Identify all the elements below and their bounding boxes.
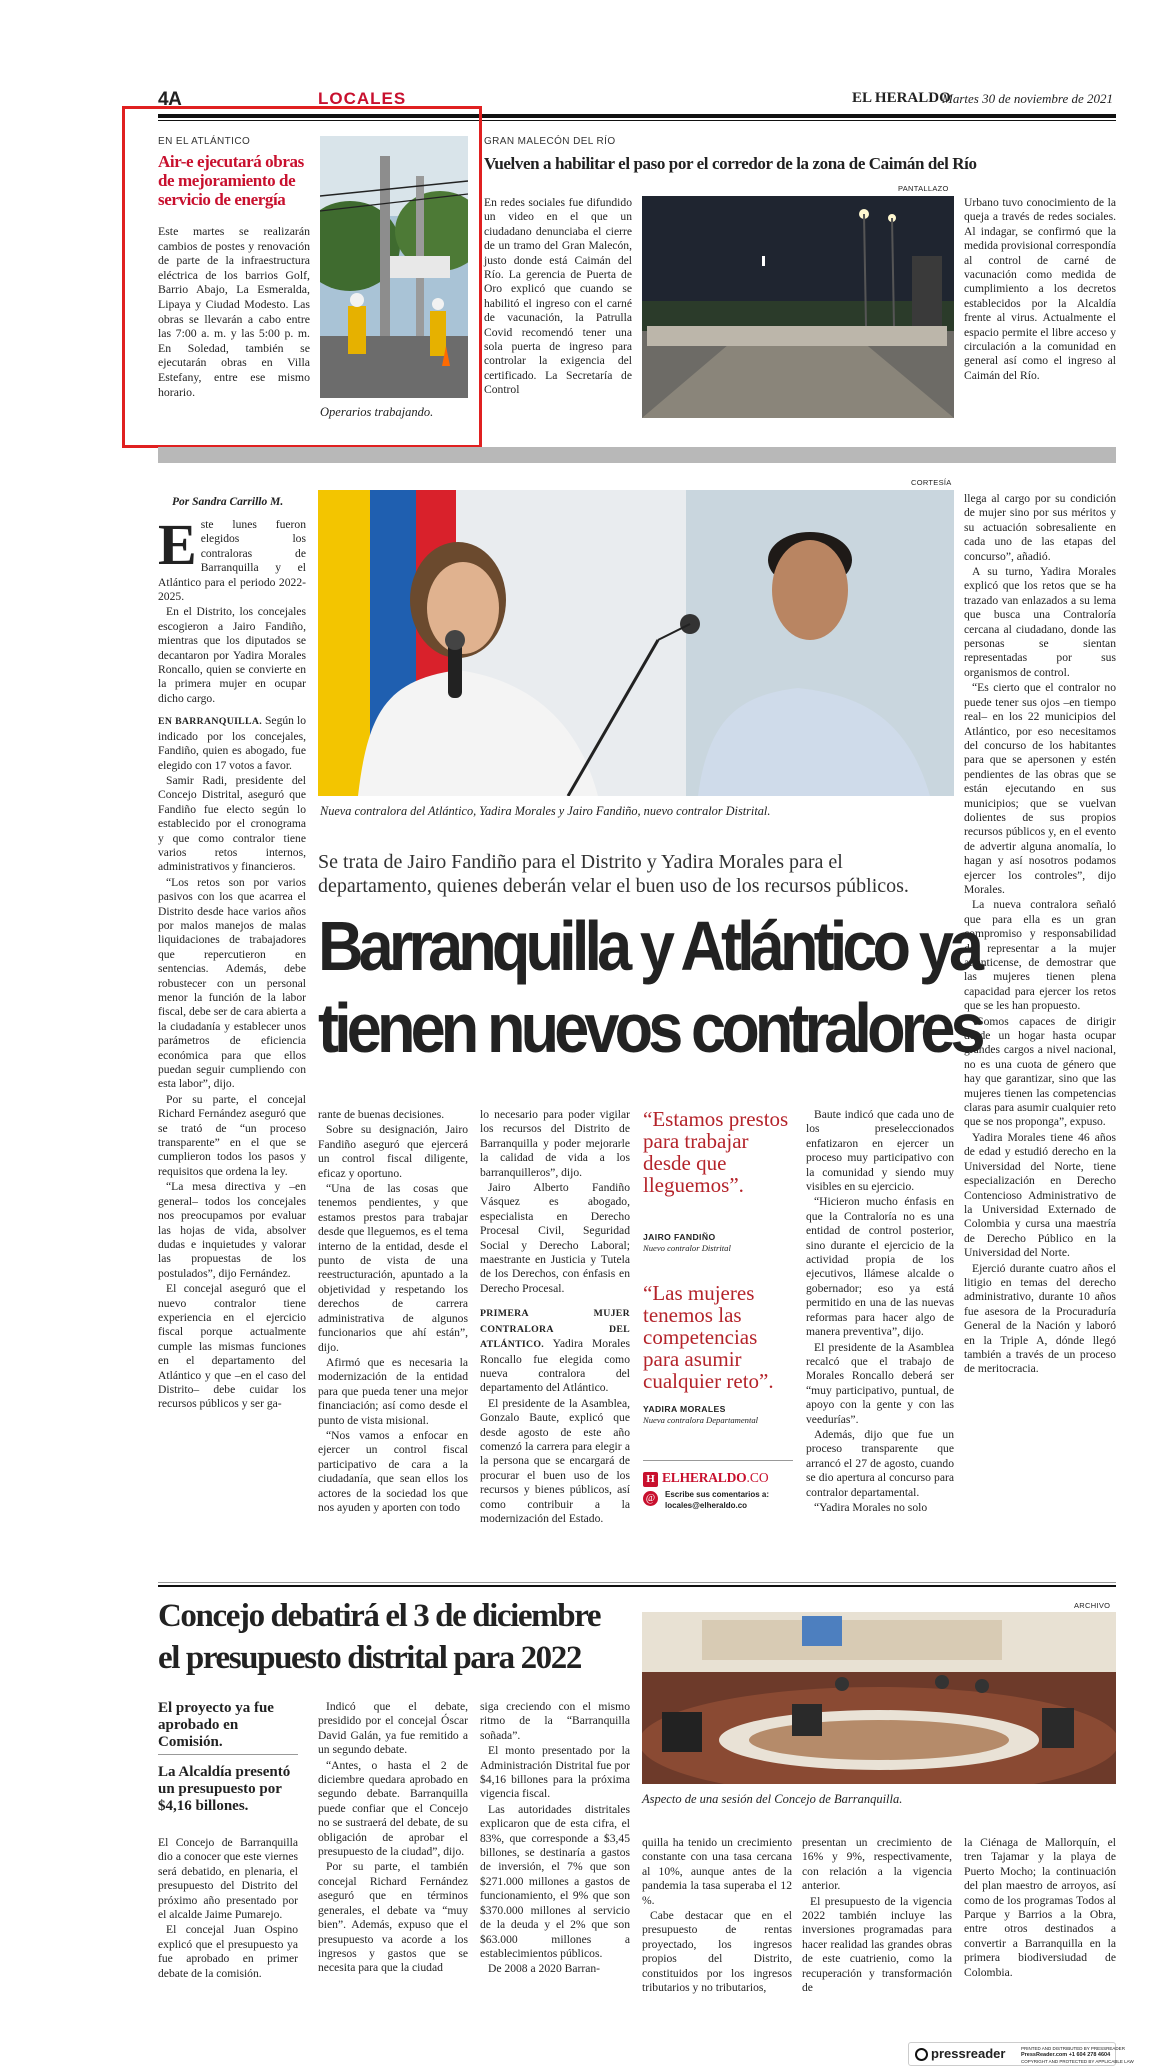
subhead-lead: PRIMERA MUJER CONTRALORA DEL ATLÁNTICO. bbox=[480, 1308, 630, 1351]
paragraph: Afirmó que es necesaria la modernización de la entidad para que pueda tener una mejor financiación; así como desde el punto de vista misional. bbox=[318, 1355, 468, 1427]
quote-attribution-fandino bbox=[643, 1232, 731, 1254]
paragraph: Por su parte, el también concejal Richard Fernández aseguró que en términos generales, el debate va “muy bien”. Además, expuso que el presupuesto va acorde a los ingresos y gastos que se necesita para que la ciudad bbox=[318, 1860, 468, 1975]
paragraph: A su turno, Yadira Morales explicó que los retos que se ha trazado van enlazados a su lema que busca una Contraloría cercana al ciudadano, donde las personas se sientan representadas por sus organismos de control. bbox=[964, 565, 1116, 679]
brief-headline: Air-e ejecutará obras de mejoramiento de servicio de energía bbox=[158, 152, 304, 209]
bottom-photo-credit: ARCHIVO bbox=[1074, 1601, 1111, 1610]
paragraph: El presupuesto de la vigencia 2022 también incluye las inversiones programadas para hacer realidad las grandes obras de este cuatrienio, como la recuperación y transformación de bbox=[802, 1894, 952, 1995]
pressreader-icon bbox=[915, 2048, 928, 2061]
mail-icon: @ bbox=[643, 1491, 658, 1506]
page-number: 4A bbox=[158, 89, 182, 110]
pull-quote-morales: “Las mujeres tenemos las competencias para asumir cualquier reto”. bbox=[643, 1281, 774, 1393]
newspaper-name: EL HERALDO bbox=[852, 90, 951, 106]
paragraph: lo necesario para poder vigilar los recursos del Distrito de Barranquilla y poder mejorarle la calidad de vida a los barranquilleros”, dijo. bbox=[480, 1108, 630, 1179]
main-headline-line1: Barranquilla y Atlántico ya bbox=[318, 907, 980, 985]
paragraph: la Ciénaga de Mallorquín, el tren Tajamar y la playa de Puerto Mocho; la continuación del plan maestro de arroyos, así como de los programas Todos al Parque y Barrios a la Obra, entre otros destinados a convertir a Barranquilla en la primera biodiversiudad de Colombia. bbox=[964, 1836, 1116, 1979]
paragraph: Cabe destacar que en el presupuesto de rentas proyectado, los ingresos propios del Distrito, constituidos por los ingresos tributarios y no tributarios, bbox=[642, 1909, 792, 1995]
bottom-col6 bbox=[964, 1836, 1116, 1981]
paragraph: “Nos vamos a enfocar en ejercer un control fiscal participativo de cara a la ciudadanía, que sean ellos los actores de la sociedad los que nos ayuden y aporten con todo bbox=[318, 1428, 468, 1514]
main-col3 bbox=[480, 1108, 630, 1527]
paragraph: “Somos capaces de dirigir desde un hogar hasta ocupar grandes cargos a nivel nacional, no es una cuota de género que hay que garantizar, sino que las mujeres tienen las competencias claras para asumir cualquier reto que se nos proponga”, expuso. bbox=[964, 1014, 1116, 1129]
main-paragraph: “La mesa directiva y –en general– todos los concejales nos preocupamos por evaluar las hojas de vida, absolver dudas e inquietudes y valorar las propuestas de los postulados”, dijo Fernández. bbox=[158, 1180, 306, 1280]
main-photo-credit: CORTESÍA bbox=[911, 478, 952, 487]
main-paragraph: “Los retos son por varios pasivos con los que acarrea el Distrito desde hace varios años por malos manejos de malas liquidaciones de trabajadores que repercutieron en sentencias. Además, debe robustecer con un personal menor la función de la labor fiscal, debe ser de cara abierta a la ciudadanía y establecer unos parámetros de eficiencia económica para que ellos puedan seguir cumpliendo con esta labor”, dijo. bbox=[158, 875, 306, 1091]
paragraph: Ejerció durante cuatro años el litigio en temas del derecho administrativo, durante 10 años fue asesora de la Procuraduría General de la Nación y laboró en la Triple A, dónde llegó también a través de un proceso de meritocracia. bbox=[964, 1261, 1116, 1376]
main-col3-part2 bbox=[480, 1397, 630, 1527]
bottom-headline-line2: el presupuesto distrital para 2022 bbox=[158, 1640, 581, 1676]
promo-logo bbox=[643, 1469, 769, 1487]
workers-photo bbox=[320, 136, 468, 398]
promo-logo-icon: H bbox=[643, 1472, 658, 1487]
paragraph: rante de buenas decisiones. bbox=[318, 1108, 445, 1121]
paragraph: El Concejo de Barranquilla dio a conocer que este viernes será debatido, en plenaria, el presupuesto del Distrito del próximo año presentado por el alcalde Jaime Pumarejo. bbox=[158, 1836, 298, 1922]
main-paragraph-text: Según lo indicado por los concejales, Fandiño, quien es abogado, fue elegido con 17 votos a favor. bbox=[158, 714, 306, 772]
drop-cap: E bbox=[158, 512, 197, 577]
section-label: LOCALES bbox=[318, 89, 407, 108]
paragraph: La nueva contralora señaló que para ella es un gran compromiso y responsabilidad de representar a la mujer atlanticense, de demostrar que las mujeres tienen plena capacidad para ejercer los retos que se les han propuesto. bbox=[964, 898, 1116, 1013]
bottom-col1 bbox=[158, 1836, 298, 1982]
paragraph: Además, dijo que fue un proceso transparente que arrancó el 27 de agosto, cuando se dio apertura al concurso para contralor departamental. bbox=[806, 1427, 954, 1499]
quote-name: YADIRA MORALES bbox=[643, 1404, 726, 1414]
pull-quote-fandino: “Estamos prestos para trabajar desde que lleguemos”. bbox=[643, 1107, 789, 1197]
paragraph: Jairo Alberto Fandiño Vásquez es abogado, especialista en Derecho Procesal Civil, Seguridad Social y Derecho Laboral; maestrante en Justicia y Tutela de los Derechos, con énfasis en Derecho Procesal. bbox=[480, 1181, 630, 1295]
pressreader-line3: COPYRIGHT AND PROTECTED BY APPLICABLE LAW bbox=[1021, 2059, 1134, 2064]
bottom-col3 bbox=[480, 1700, 630, 1978]
main-photo-caption: Nueva contralora del Atlántico, Yadira Morales y Jairo Fandiño, nuevo contralor Distrital. bbox=[320, 804, 771, 818]
pressreader-line1: PRINTED AND DISTRIBUTED BY PRESSREADER bbox=[1021, 2046, 1125, 2051]
contralores-photo bbox=[318, 490, 954, 796]
paragraph: El concejal Juan Ospino explicó que el presupuesto ya fue aprobado en primer debate de la comisión. bbox=[158, 1923, 298, 1980]
paragraph: “Hicieron mucho énfasis en que la Contraloría no es una entidad de control posterior, sino durante el ejercicio de la actividad propia de los ejecutivos, llámese alcalde o gobernador; eso ya está permitido en una de las nuevas reformas para hacer algo de manera preventiva”, dijo. bbox=[806, 1195, 954, 1339]
paragraph: Baute indicó que cada uno de los preseleccionados enfatizaron en ejercer un proceso muy participativo con la comunidad y siendo muy visibles en su ejercicio. bbox=[806, 1108, 954, 1194]
section-separator-thick bbox=[158, 1585, 1116, 1587]
promo-email[interactable]: locales@elheraldo.co bbox=[665, 1501, 748, 1510]
promo-brand: ELHERALDO bbox=[662, 1470, 747, 1485]
bottom-col5 bbox=[802, 1836, 952, 1996]
brief2-col2: Urbano tuvo conocimiento de la queja a través de redes sociales. Al indagar, se confirmó que la medida provisional correspondía al control de carné de vacunación como medida de cumplimiento a los decretos establecidos por la Alcaldía frente al virus. Actualmente el espacio permite el libre acceso y circulación a la comunidad en general así como el ingreso al Caimán del Río. bbox=[964, 196, 1116, 382]
paragraph: siga creciendo con el mismo ritmo de la “Barranquilla soñada”. bbox=[480, 1700, 630, 1742]
main-col2[interactable] bbox=[318, 1108, 468, 1516]
main-paragraph: En el Distrito, los concejales escogieron a Jairo Fandiño, mientras que los diputados se decantaron por Yadira Morales Roncallo, quien se convierte en la primera mujer en ocupar dicho cargo. bbox=[158, 605, 306, 705]
issue-date: Martes 30 de noviembre de 2021 bbox=[942, 91, 1114, 106]
promo-text: Escribe sus comentarios a: bbox=[665, 1490, 770, 1499]
paragraph: El monto presentado por la Administración Distrital fue por $4,16 billones para la próxima vigencia fiscal. bbox=[480, 1744, 630, 1801]
quote-role: Nueva contralora Departamental bbox=[643, 1415, 759, 1425]
bottom-photo-caption: Aspecto de una sesión del Concejo de Barranquilla. bbox=[642, 1792, 903, 1806]
bottom-headline-line1: Concejo debatirá el 3 de diciembre bbox=[158, 1598, 601, 1634]
main-lead-paragraph: ste lunes fueron elegidos los contraloras de Barranquilla y el Atlántico para el periodo 2022-2025. bbox=[158, 518, 306, 604]
bottom-col4 bbox=[642, 1836, 792, 1996]
paragraph: Yadira Morales tiene 46 años de edad y estudió derecho en la Universidad del Norte, tiene especialización en Derecho Contencioso Administrativo de la Universidad Externado de Colombia y cursa una maestría de Derecho Público en la Universidad del Norte. bbox=[964, 1130, 1116, 1260]
paragraph: quilla ha tenido un crecimiento constante con una tasa cercana al 10%, aunque antes de la pandemia la tasa superaba el 12 %. bbox=[642, 1836, 792, 1907]
bottom-highlight-1: El proyecto ya fue aprobado en Comisión. bbox=[158, 1700, 274, 1750]
bottom-col2 bbox=[318, 1700, 468, 1977]
comments-promo[interactable] bbox=[643, 1460, 793, 1516]
paragraph: El presidente de la Asamblea recalcó que el trabajo de Morales Roncallo deberá ser “muy participativo, puntual, de apoyo con la gente y con las veedurías”. bbox=[806, 1340, 954, 1426]
main-paragraph: Por su parte, el concejal Richard Fernández aseguró que se trató de “un proceso transparente” en el que se cumplieron todos los pasos y requisitos que ordena la ley. bbox=[158, 1092, 306, 1178]
paragraph: El presidente de la Asamblea, Gonzalo Baute, explicó que desde agosto de este año comenzó la carrera para elegir a la persona que se encargará de procurar el buen uso de los recursos y bienes públicos, así como contribuir a la modernización del Estado. bbox=[480, 1396, 630, 1525]
bottom-highlight-divider bbox=[158, 1754, 298, 1755]
section-separator bbox=[158, 1582, 1116, 1583]
main-col5 bbox=[806, 1108, 954, 1516]
section-band bbox=[158, 447, 1116, 463]
main-deck: Se trata de Jairo Fandiño para el Distrito y Yadira Morales para el departamento, quienes deberán velar el buen uso de los recursos públicos. bbox=[318, 851, 909, 897]
main-paragraph bbox=[158, 714, 306, 773]
brief2-kicker: GRAN MALECÓN DEL RÍO bbox=[484, 136, 616, 147]
malecon-photo bbox=[642, 196, 954, 418]
paragraph: llega al cargo por su condición de mujer sino por sus méritos y su actuación sobresaliente en cada uno de las etapas del concurso”, añadió. bbox=[964, 492, 1116, 563]
quote-role: Nuevo contralor Distrital bbox=[643, 1243, 731, 1253]
main-col6 bbox=[964, 492, 1116, 1378]
paragraph: presentan un crecimiento de 16% y 9%, respectivamente, con relación a la vigencia anterior. bbox=[802, 1836, 952, 1893]
main-col1 bbox=[158, 512, 306, 1413]
promo-tld: .CO bbox=[746, 1470, 769, 1485]
byline: Por Sandra Carrillo M. bbox=[172, 496, 284, 508]
main-col3-part1 bbox=[480, 1108, 630, 1296]
quote-attribution-morales bbox=[643, 1404, 758, 1426]
paragraph: “Yadira Morales no solo bbox=[814, 1500, 928, 1514]
paragraph: “Una de las cosas que tenemos pendientes, y que estamos prestos para trabajar desde que lleguemos, es el tema interno de la entidad, desde el punto de vista de una reestructuración, apuntado a la objetividad y respetando los derechos de carrera administrativa de algunos funcionarios que ahí están”, dijo. bbox=[318, 1182, 468, 1354]
paragraph: Sobre su designación, Jairo Fandiño aseguró que ejercerá un control fiscal diligente, eficaz y oportuno. bbox=[318, 1123, 468, 1180]
brief2-col1: En redes sociales fue difundido un video en el que un ciudadano denunciaba el cierre de un tramo del Gran Malecón, justo donde está Caimán del Río. La gerencia de Puerta de Oro explicó que cuando se habilitó el ingreso con el carné de vacunación, la Patrulla Covid recomendó tener una sola puerta de ingreso para controlar la exigencia del certificado. La Secretaría de Control bbox=[484, 196, 632, 397]
quote-name: JAIRO FANDIÑO bbox=[643, 1232, 716, 1242]
main-paragraph bbox=[480, 1306, 630, 1395]
brief2-headline: Vuelven a habilitar el paso por el corredor de la zona de Caimán del Río bbox=[484, 154, 977, 173]
main-paragraph: Samir Radi, presidente del Concejo Distrital, aseguró que Fandiño fue electo según lo establecido por el cronograma y que como contralor tiene varios retos internos, administrativos y financieros. bbox=[158, 773, 306, 874]
main-headline-line2: tienen nuevos contralores bbox=[318, 989, 981, 1067]
brief-body: Este martes se realizarán cambios de postes y renovación de parte de la infraestructura eléctrica de los barrios Golf, Barrio Abajo, La Esmeralda, Lipaya y Ciudad Modesto. Las obras se llevarán a cabo entre las 7:00 a. m. y las 5:00 p. m. En Soledad, también se ejecutarán obras en Villa Estefany, entre ese mismo horario. bbox=[158, 224, 310, 399]
paragraph: Las autoridades distritales explicaron que de esta cifra, el 83%, que corresponde a $3,45 billones, se destinaría a gastos de inversión, el 7% que son $271.000 millones a gastos de funcionamiento, el 9% que son $370.000 millones al servicio de la deuda y el 2% que son $63.000 millones a establecimientos públicos. bbox=[480, 1802, 630, 1960]
brief-photo-caption: Operarios trabajando. bbox=[320, 405, 434, 419]
pressreader-badge[interactable] bbox=[908, 2042, 1134, 2066]
brief-kicker: EN EL ATLÁNTICO bbox=[158, 136, 251, 147]
paragraph: “Antes, o hasta el 2 de diciembre quedara aprobado en segundo debate. Barranquilla puede confiar que el Concejo no se sustraerá del debate, de su obligación de aprobar el presupuesto de la ciudad”, dijo. bbox=[318, 1758, 468, 1859]
paragraph: “Es cierto que el contralor no puede tener sus ojos –en tiempo real– en los 22 municipios del Atlántico, por eso necesitamos del concurso de los habitantes para que se apersonen y estén pendientes de las obras que se están ejecutando en sus municipios; que se vuelvan dolientes de sus propios recursos públicos y, en el evento de advertir alguna anomalía, lo hagan y así nosotros podamos ejercer los controles”, dijo Morales. bbox=[964, 681, 1116, 896]
bottom-highlight-2: La Alcaldía presentó un presupuesto por $4,16 billones. bbox=[158, 1764, 291, 1814]
paragraph: De 2008 a 2020 Barran- bbox=[488, 1962, 601, 1976]
pressreader-brand: pressreader bbox=[931, 2046, 1006, 2061]
concejo-photo bbox=[642, 1612, 1116, 1784]
main-paragraph: El concejal aseguró que el nuevo contralor tiene experiencia en el ejercicio fiscal porque actualmente cumple las mismas funciones en el departamento del Atlántico y que –en el caso del Distrito– debe cuidar los recursos públicos y ser ga- bbox=[158, 1282, 306, 1411]
paragraph: Indicó que el debate, presidido por el concejal Óscar David Galán, ya fue remitido a un segundo debate. bbox=[318, 1700, 468, 1757]
subhead-lead: EN BARRANQUILLA. bbox=[158, 716, 262, 728]
pressreader-line2: PressReader.com +1 604 278 4604 bbox=[1021, 2052, 1111, 2058]
main-paragraph-text: Yadira Morales Roncallo fue elegida como nueva contralora del departamento del Atlántico. bbox=[480, 1337, 630, 1395]
photo-credit: PANTALLAZO bbox=[898, 184, 949, 193]
